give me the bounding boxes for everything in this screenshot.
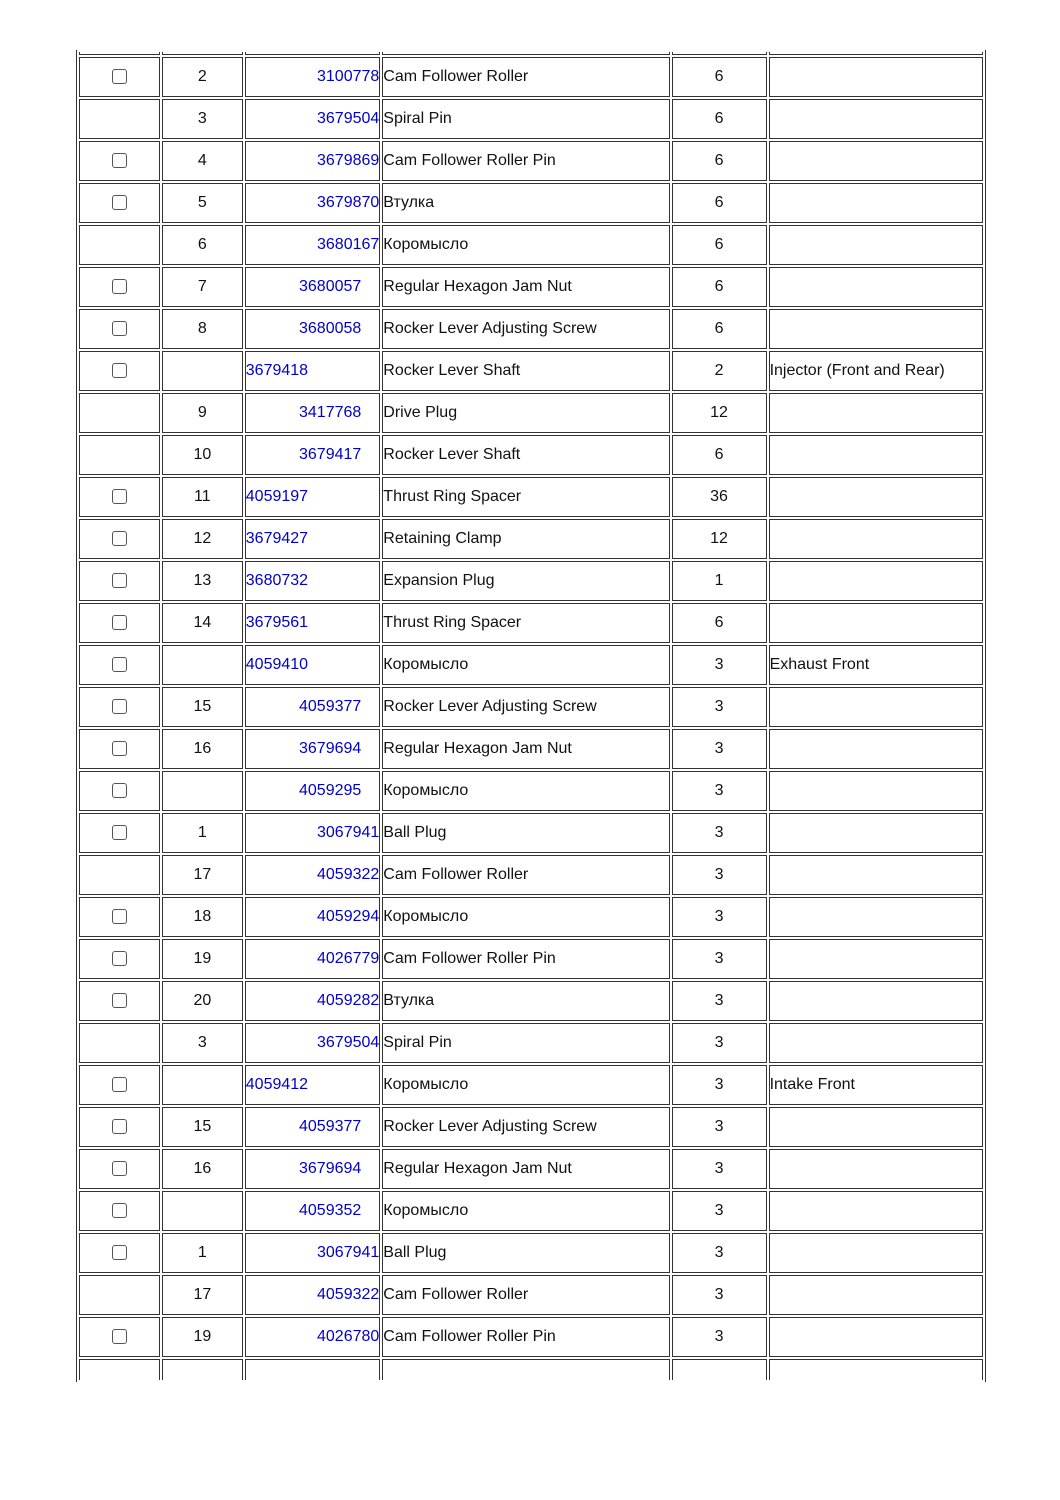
- part-note: [769, 561, 983, 601]
- part-number-link[interactable]: 3067941: [317, 824, 380, 841]
- select-cell: [79, 225, 160, 265]
- part-description: Ball Plug: [382, 813, 669, 853]
- quantity: 3: [672, 729, 767, 769]
- part-number-link[interactable]: 4059322: [317, 866, 380, 883]
- part-number-link[interactable]: 3679561: [245, 614, 309, 631]
- part-note: [769, 1275, 983, 1315]
- select-checkbox[interactable]: [112, 279, 127, 294]
- quantity: 6: [672, 99, 767, 139]
- select-cell: [79, 1233, 160, 1273]
- part-description: Rocker Lever Adjusting Screw: [382, 687, 669, 727]
- table-row: [79, 771, 983, 811]
- part-number-cell: [245, 729, 381, 769]
- position-number: 16: [162, 1149, 243, 1189]
- part-note: [769, 477, 983, 517]
- table-row: [79, 393, 983, 433]
- part-note: [769, 1107, 983, 1147]
- table-row: [79, 309, 983, 349]
- part-number-link[interactable]: 4059352: [299, 1202, 362, 1219]
- part-description: Rocker Lever Shaft: [382, 351, 669, 391]
- position-number: 6: [162, 225, 243, 265]
- select-cell: [79, 99, 160, 139]
- part-number-cell: [245, 855, 381, 895]
- part-number-link[interactable]: 3680732: [245, 572, 309, 589]
- select-cell: [79, 267, 160, 307]
- table-row-continuation-bottom: [79, 1359, 983, 1380]
- part-description: Cam Follower Roller Pin: [382, 141, 669, 181]
- part-number-cell: [245, 225, 381, 265]
- table-row: [79, 939, 983, 979]
- position-number: 20: [162, 981, 243, 1021]
- part-note: [769, 183, 983, 223]
- select-checkbox[interactable]: [112, 615, 127, 630]
- select-cell: [79, 771, 160, 811]
- part-number-link[interactable]: 3679418: [245, 362, 309, 379]
- part-note: [769, 57, 983, 97]
- position-number: 17: [162, 855, 243, 895]
- part-number-cell: [245, 687, 381, 727]
- part-number-link[interactable]: 3067941: [317, 1244, 380, 1261]
- select-cell: [79, 477, 160, 517]
- part-number-cell: [245, 1149, 381, 1189]
- position-number: [162, 351, 243, 391]
- position-number: 11: [162, 477, 243, 517]
- part-number-link[interactable]: 4059377: [299, 1118, 362, 1135]
- select-cell: [79, 141, 160, 181]
- position-number: 5: [162, 183, 243, 223]
- quantity: 6: [672, 183, 767, 223]
- position-number: 19: [162, 1317, 243, 1357]
- table-row: [79, 729, 983, 769]
- part-note: [769, 771, 983, 811]
- quantity: 36: [672, 477, 767, 517]
- quantity: 6: [672, 267, 767, 307]
- quantity: 3: [672, 687, 767, 727]
- part-number-link[interactable]: 4059294: [317, 908, 380, 925]
- part-number-cell: [245, 57, 381, 97]
- table-row: [79, 603, 983, 643]
- select-cell: [79, 1191, 160, 1231]
- select-checkbox[interactable]: [112, 489, 127, 504]
- position-number: [162, 771, 243, 811]
- select-checkbox[interactable]: [112, 531, 127, 546]
- part-description: Regular Hexagon Jam Nut: [382, 1149, 669, 1189]
- table-row: [79, 141, 983, 181]
- position-number: 13: [162, 561, 243, 601]
- position-number: 15: [162, 687, 243, 727]
- select-cell: [79, 603, 160, 643]
- part-number-cell: [245, 519, 381, 559]
- part-note: [769, 981, 983, 1021]
- table-row: [79, 519, 983, 559]
- table-row: [79, 813, 983, 853]
- position-number: 3: [162, 1023, 243, 1063]
- quantity: 3: [672, 1149, 767, 1189]
- position-number: 4: [162, 141, 243, 181]
- part-note: [769, 1149, 983, 1189]
- position-number: 12: [162, 519, 243, 559]
- part-number-link[interactable]: 3679870: [317, 194, 380, 211]
- select-checkbox[interactable]: [112, 69, 127, 84]
- quantity: 2: [672, 351, 767, 391]
- select-checkbox[interactable]: [112, 195, 127, 210]
- table-row: [79, 99, 983, 139]
- part-number-link[interactable]: 4059295: [299, 782, 362, 799]
- part-description: Втулка: [382, 183, 669, 223]
- select-cell: [79, 687, 160, 727]
- table-row: [79, 687, 983, 727]
- quantity: 3: [672, 1107, 767, 1147]
- table-row: [79, 855, 983, 895]
- position-number: [162, 1065, 243, 1105]
- table-row: [79, 435, 983, 475]
- position-number: 16: [162, 729, 243, 769]
- part-description: Drive Plug: [382, 393, 669, 433]
- part-description: Spiral Pin: [382, 1023, 669, 1063]
- select-cell: [79, 561, 160, 601]
- quantity: 3: [672, 855, 767, 895]
- quantity: 6: [672, 309, 767, 349]
- table-row-continuation-top: [79, 52, 983, 55]
- part-description: Regular Hexagon Jam Nut: [382, 729, 669, 769]
- part-number-cell: [245, 603, 381, 643]
- position-number: 1: [162, 813, 243, 853]
- table-row: [79, 981, 983, 1021]
- position-number: [162, 645, 243, 685]
- select-checkbox[interactable]: [112, 741, 127, 756]
- part-description: Rocker Lever Adjusting Screw: [382, 1107, 669, 1147]
- select-cell: [79, 519, 160, 559]
- quantity: 3: [672, 813, 767, 853]
- position-number: 2: [162, 57, 243, 97]
- table-row: [79, 561, 983, 601]
- quantity: 12: [672, 519, 767, 559]
- part-number-cell: [245, 99, 381, 139]
- part-description: Rocker Lever Adjusting Screw: [382, 309, 669, 349]
- part-description: Rocker Lever Shaft: [382, 435, 669, 475]
- part-description: Retaining Clamp: [382, 519, 669, 559]
- part-description: Коромысло: [382, 1191, 669, 1231]
- table-row: [79, 1317, 983, 1357]
- part-note: [769, 309, 983, 349]
- select-checkbox[interactable]: [112, 657, 127, 672]
- quantity: 3: [672, 1275, 767, 1315]
- position-number: 18: [162, 897, 243, 937]
- part-number-link[interactable]: 3679504: [317, 1034, 380, 1051]
- part-description: Коромысло: [382, 897, 669, 937]
- position-number: 9: [162, 393, 243, 433]
- parts-table: [76, 50, 986, 1382]
- select-cell: [79, 309, 160, 349]
- part-number-link[interactable]: 4059410: [245, 656, 309, 673]
- part-description: Втулка: [382, 981, 669, 1021]
- part-note: Exhaust Front: [769, 645, 983, 685]
- position-number: 17: [162, 1275, 243, 1315]
- select-checkbox[interactable]: [112, 1329, 127, 1344]
- select-cell: [79, 1317, 160, 1357]
- part-note: [769, 1317, 983, 1357]
- part-note: [769, 1233, 983, 1273]
- part-description: Cam Follower Roller Pin: [382, 939, 669, 979]
- table-row: [79, 351, 983, 391]
- table-row: [79, 57, 983, 97]
- select-cell: [79, 813, 160, 853]
- quantity: 3: [672, 939, 767, 979]
- part-description: Коромысло: [382, 771, 669, 811]
- part-number-link[interactable]: 3679427: [245, 530, 309, 547]
- table-row: [79, 267, 983, 307]
- quantity: 6: [672, 225, 767, 265]
- part-number-cell: [245, 1191, 381, 1231]
- position-number: [162, 1191, 243, 1231]
- quantity: 3: [672, 771, 767, 811]
- quantity: 3: [672, 1191, 767, 1231]
- select-checkbox[interactable]: [112, 573, 127, 588]
- part-note: Intake Front: [769, 1065, 983, 1105]
- part-description: Коромысло: [382, 225, 669, 265]
- part-number-link[interactable]: 3679694: [299, 740, 362, 757]
- select-cell: [79, 393, 160, 433]
- select-checkbox[interactable]: [112, 363, 127, 378]
- part-number-cell: [245, 1275, 381, 1315]
- part-number-link[interactable]: 3679869: [317, 152, 380, 169]
- part-description: Cam Follower Roller: [382, 855, 669, 895]
- select-cell: [79, 1065, 160, 1105]
- part-number-link[interactable]: 4026780: [317, 1328, 380, 1345]
- select-checkbox[interactable]: [112, 993, 127, 1008]
- select-cell: [79, 183, 160, 223]
- part-number-cell: [245, 645, 381, 685]
- select-cell: [79, 981, 160, 1021]
- table-row: [79, 1149, 983, 1189]
- part-number-link[interactable]: 3679694: [299, 1160, 362, 1177]
- part-note: [769, 813, 983, 853]
- table-row: [79, 1275, 983, 1315]
- part-number-cell: [245, 1107, 381, 1147]
- part-number-cell: [245, 477, 381, 517]
- part-number-link[interactable]: 3679504: [317, 110, 380, 127]
- part-description: Expansion Plug: [382, 561, 669, 601]
- select-checkbox[interactable]: [112, 153, 127, 168]
- select-cell: [79, 645, 160, 685]
- position-number: 8: [162, 309, 243, 349]
- select-checkbox[interactable]: [112, 1245, 127, 1260]
- part-number-link[interactable]: 4059377: [299, 698, 362, 715]
- quantity: 12: [672, 393, 767, 433]
- parts-list-page: [76, 50, 986, 1450]
- part-description: Cam Follower Roller: [382, 1275, 669, 1315]
- part-number-cell: [245, 141, 381, 181]
- select-cell: [79, 435, 160, 475]
- quantity: 3: [672, 1023, 767, 1063]
- select-checkbox[interactable]: [112, 1161, 127, 1176]
- part-note: [769, 435, 983, 475]
- part-description: Thrust Ring Spacer: [382, 477, 669, 517]
- part-number-cell: [245, 897, 381, 937]
- part-description: Ball Plug: [382, 1233, 669, 1273]
- part-note: [769, 1191, 983, 1231]
- part-note: [769, 729, 983, 769]
- position-number: 1: [162, 1233, 243, 1273]
- part-number-link[interactable]: 3680167: [317, 236, 380, 253]
- part-number-link[interactable]: 3679417: [299, 446, 362, 463]
- table-row: [79, 1233, 983, 1273]
- part-number-link[interactable]: 4059282: [317, 992, 380, 1009]
- table-row: [79, 1023, 983, 1063]
- table-row: [79, 1107, 983, 1147]
- quantity: 6: [672, 603, 767, 643]
- select-checkbox[interactable]: [112, 909, 127, 924]
- part-number-link[interactable]: 3100778: [317, 68, 380, 85]
- part-number-cell: [245, 183, 381, 223]
- part-number-link[interactable]: 3680058: [299, 320, 362, 337]
- part-note: [769, 855, 983, 895]
- part-number-link[interactable]: 4059412: [245, 1076, 309, 1093]
- part-note: [769, 267, 983, 307]
- select-cell: [79, 729, 160, 769]
- select-checkbox[interactable]: [112, 825, 127, 840]
- select-checkbox[interactable]: [112, 1119, 127, 1134]
- part-number-cell: [245, 267, 381, 307]
- part-note: [769, 225, 983, 265]
- select-checkbox[interactable]: [112, 783, 127, 798]
- part-note: [769, 393, 983, 433]
- part-number-link[interactable]: 3680057: [299, 278, 362, 295]
- part-note: [769, 603, 983, 643]
- position-number: 7: [162, 267, 243, 307]
- part-note: [769, 897, 983, 937]
- part-number-link[interactable]: 4059197: [245, 488, 309, 505]
- quantity: 6: [672, 141, 767, 181]
- select-cell: [79, 1149, 160, 1189]
- part-number-cell: [245, 813, 381, 853]
- part-description: Thrust Ring Spacer: [382, 603, 669, 643]
- select-cell: [79, 1275, 160, 1315]
- table-row: [79, 1065, 983, 1105]
- select-checkbox[interactable]: [112, 1203, 127, 1218]
- part-number-cell: [245, 1023, 381, 1063]
- select-checkbox[interactable]: [112, 951, 127, 966]
- select-cell: [79, 1107, 160, 1147]
- quantity: 3: [672, 645, 767, 685]
- position-number: 10: [162, 435, 243, 475]
- select-cell: [79, 855, 160, 895]
- part-description: Regular Hexagon Jam Nut: [382, 267, 669, 307]
- part-description: Cam Follower Roller: [382, 57, 669, 97]
- select-cell: [79, 351, 160, 391]
- part-number-cell: [245, 771, 381, 811]
- select-cell: [79, 897, 160, 937]
- position-number: 19: [162, 939, 243, 979]
- table-row: [79, 477, 983, 517]
- select-checkbox[interactable]: [112, 1077, 127, 1092]
- quantity: 3: [672, 1233, 767, 1273]
- part-description: Spiral Pin: [382, 99, 669, 139]
- part-number-link[interactable]: 4059322: [317, 1286, 380, 1303]
- part-number-link[interactable]: 3417768: [299, 404, 362, 421]
- part-note: [769, 1023, 983, 1063]
- quantity: 3: [672, 1065, 767, 1105]
- table-row: [79, 645, 983, 685]
- parts-table-body: [79, 52, 983, 1380]
- part-description: Cam Follower Roller Pin: [382, 1317, 669, 1357]
- table-row: [79, 1191, 983, 1231]
- quantity: 3: [672, 981, 767, 1021]
- part-note: [769, 519, 983, 559]
- part-number-cell: [245, 351, 381, 391]
- table-row: [79, 225, 983, 265]
- part-note: [769, 141, 983, 181]
- position-number: 3: [162, 99, 243, 139]
- part-description: Коромысло: [382, 645, 669, 685]
- position-number: 15: [162, 1107, 243, 1147]
- part-note: [769, 99, 983, 139]
- part-number-cell: [245, 939, 381, 979]
- select-cell: [79, 939, 160, 979]
- select-cell: [79, 57, 160, 97]
- part-number-cell: [245, 435, 381, 475]
- table-row: [79, 183, 983, 223]
- quantity: 1: [672, 561, 767, 601]
- part-number-cell: [245, 1317, 381, 1357]
- part-number-cell: [245, 309, 381, 349]
- quantity: 6: [672, 57, 767, 97]
- part-number-link[interactable]: 4026779: [317, 950, 380, 967]
- part-note: [769, 687, 983, 727]
- select-checkbox[interactable]: [112, 699, 127, 714]
- quantity: 3: [672, 1317, 767, 1357]
- part-number-cell: [245, 561, 381, 601]
- part-number-cell: [245, 981, 381, 1021]
- part-number-cell: [245, 1065, 381, 1105]
- part-note: Injector (Front and Rear): [769, 351, 983, 391]
- quantity: 6: [672, 435, 767, 475]
- position-number: 14: [162, 603, 243, 643]
- select-cell: [79, 1023, 160, 1063]
- part-description: Коромысло: [382, 1065, 669, 1105]
- part-note: [769, 939, 983, 979]
- part-number-cell: [245, 1233, 381, 1273]
- part-number-cell: [245, 393, 381, 433]
- quantity: 3: [672, 897, 767, 937]
- select-checkbox[interactable]: [112, 321, 127, 336]
- table-row: [79, 897, 983, 937]
